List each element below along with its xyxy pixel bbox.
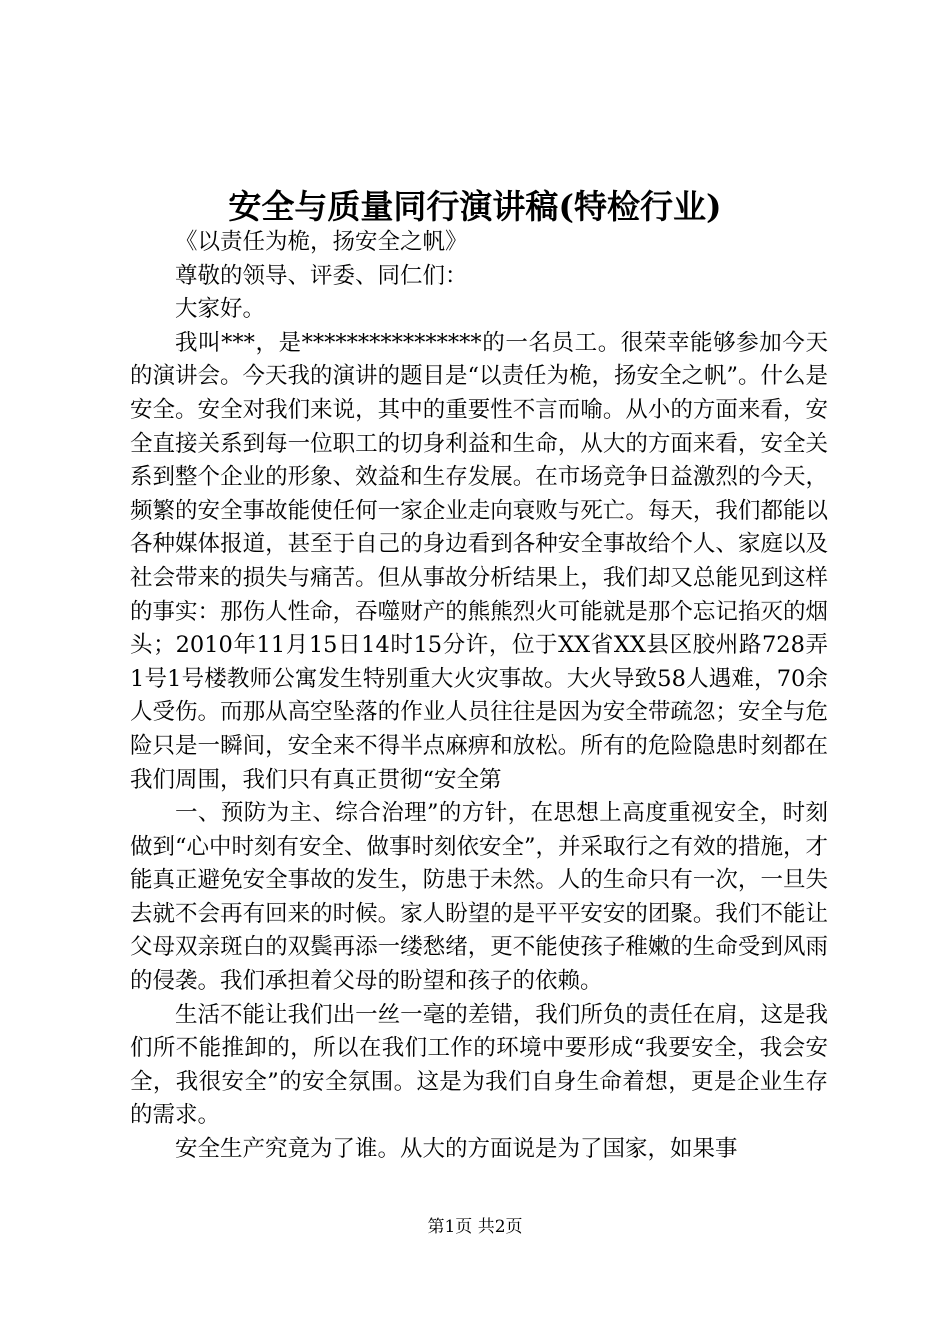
greeting: 大家好。 (175, 296, 266, 323)
body-paragraph: 生活不能让我们出一丝一毫的差错，我们所负的责任在肩，这是我们所不能推卸的，所以在我们工作的环境中要形成“我要安全，我会安全，我很安全”的安全氛围。这是为我们自身生命着想，更是企业生存的需求。 (130, 1001, 828, 1129)
page-number-footer: 第1页 共2页 (427, 1217, 523, 1237)
document-title: 安全与质量同行演讲稿(特检行业) (228, 187, 722, 226)
body-paragraph: 一、预防为主、综合治理”的方针，在思想上高度重视安全，时刻做到“心中时刻有安全、做事时刻依安全”，并采取行之有效的措施，才能真正避免安全事故的发生，防患于未然。人的生命只有一次，一旦失去就不会再有回来的时候。家人盼望的是平平安安的团聚。我们不能让父母双亲斑白的双鬓再添一缕愁绪，更不能使孩子稚嫩的生命受到风雨的侵袭。我们承担着父母的盼望和孩子的依赖。 (130, 800, 829, 995)
salutation: 尊敬的领导、评委、同仁们： (175, 262, 468, 289)
document-body (130, 226, 828, 1167)
body-paragraph: 安全生产究竟为了谁。从大的方面说是为了国家，如果事 (175, 1136, 738, 1163)
speech-subtitle: 《以责任为桅，扬安全之帆》 (175, 229, 468, 255)
body-paragraph: 我叫***，是****************的一名员工。很荣幸能够参加今天的演讲会。今天我的演讲的题目是“以责任为桅，扬安全之帆”。什么是安全。安全对我们来说，其中的重要性不言而喻。从小的方面来看，安全直接关系到每一位职工的切身利益和生命，从大的方面来看，安全关系到整个企业的形象、效益和生存发展。在市场竞争日益激烈的今天，频繁的安全事故能使任何一家企业走向衰败与死亡。每天，我们都能以各种媒体报道，甚至于自己的身边看到各种安全事故给个人、家庭以及社会带来的损失与痛苦。但从事故分析结果上，我们却又总能见到这样的事实：那伤人性命，吞噬财产的熊熊烈火可能就是那个忘记掐灭的烟头；2010年11月15日14时15分许，位于XX省XX县区胶州路728弄1号1号楼教师公寓发生特别重大火灾事故。大火导致58人遇难，70余人受伤。而那从高空坠落的作业人员往往是因为安全带疏忽；安全与危险只是一瞬间，安全来不得半点麻痹和放松。所有的危险隐患时刻都在我们周围，我们只有真正贯彻“安全第 (130, 329, 829, 793)
